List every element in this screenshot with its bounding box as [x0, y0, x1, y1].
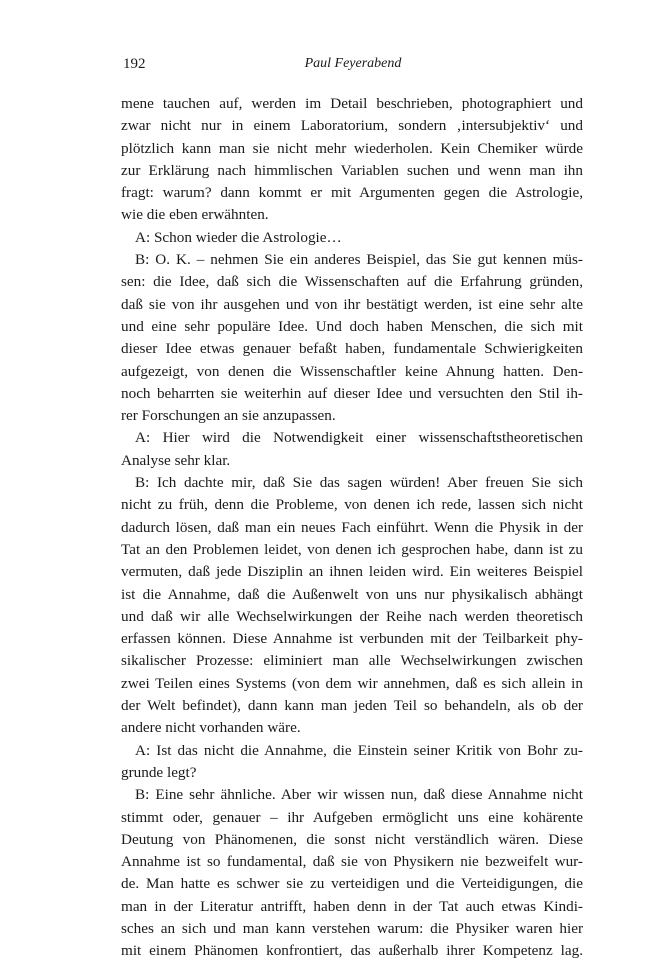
text-line: ist die Annahme, daß die Außenwelt von uns nur physikalisch abhängt [121, 585, 583, 603]
text-line: und daß wir alle Wechselwirkungen der Reihe nach werden theoretisch [121, 607, 583, 625]
page-number: 192 [123, 56, 146, 72]
text-line: mit einem Phänomen konfrontiert, das außerhalb ihrer Kompetenz lag. [121, 942, 583, 960]
text-line: sen: die Idee, daß sich die Wissenschaften auf die Erfahrung gründen, [121, 273, 583, 291]
text-line: zwei Teilen eines Systems (von dem wir annehmen, daß es sich allein in [121, 674, 583, 692]
text-line: nicht zu früh, denn die Probleme, von denen ich rede, lassen sich nicht [121, 496, 583, 514]
text-line: sikalischer Prozesse: eliminiert man alle Wechselwirkungen zwischen [121, 652, 583, 670]
text-line: grunde legt? [121, 763, 197, 781]
text-line: de. Man hatte es schwer sie zu verteidigen und die Verteidigungen, die [121, 875, 583, 893]
text-line: dieser Idee etwas genauer befaßt haben, fundamentale Schwierigkeiten [121, 340, 583, 358]
text-line: A: Ist das nicht die Annahme, die Einstein seiner Kritik von Bohr zu- [135, 741, 583, 759]
running-title: Paul Feyerabend [304, 56, 402, 71]
text-line: daß sie von ihr ausgehen und von ihr bestätigt werden, ist eine sehr alte [121, 295, 583, 313]
text-line: andere nicht vorhanden wäre. [121, 719, 301, 737]
text-line: Analyse sehr klar. [121, 451, 231, 469]
text-line: man in der Literatur antrifft, haben denn in der Tat auch etwas Kindi- [121, 897, 583, 915]
text-line: A: Schon wieder die Astrologie… [135, 228, 342, 246]
text-line: B: Eine sehr ähnliche. Aber wir wissen nun, daß diese Annahme nicht [135, 786, 583, 804]
text-line: zur Erklärung nach himmlischen Variablen suchen und wenn man ihn [121, 161, 583, 179]
text-line: rer Forschungen an sie anzupassen. [121, 407, 336, 425]
text-line: fragt: warum? dann kommt er mit Argumenten gegen die Astrologie, [121, 184, 583, 202]
running-head [123, 56, 583, 78]
text-line: Annahme ist so fundamental, daß sie von Physikern nie bezweifelt wur- [121, 853, 583, 871]
text-line: mene tauchen auf, werden im Detail beschrieben, photographiert und [121, 95, 583, 112]
text-line: sches an sich und man kann verstehen warum: die Physiker waren hier [121, 919, 583, 937]
body-text [121, 93, 583, 963]
text-line: dadurch lösen, daß man ein neues Fach einführt. Wenn die Physik in der [121, 518, 583, 536]
text-line: B: Ich dachte mir, daß Sie das sagen würden! Aber freuen Sie sich [135, 474, 583, 492]
text-line: plötzlich kann man sie nicht mehr wiederholen. Kein Chemiker würde [121, 139, 583, 157]
text-line: erfassen können. Diese Annahme ist verbunden mit der Teilbarkeit phy- [121, 630, 583, 648]
text-line: zwar nicht nur in einem Laboratorium, sondern ‚intersubjektiv‘ und [121, 117, 583, 135]
text-line: Tat an den Problemen leidet, von denen ich gesprochen habe, dann ist zu [121, 540, 583, 558]
text-line: und eine sehr populäre Idee. Und doch haben Menschen, die sich mit [121, 317, 583, 335]
text-line: stimmt oder, genauer – ihr Aufgeben ermöglicht uns eine kohärente [121, 808, 583, 826]
text-line: aufgezeigt, von denen die Wissenschaftler keine Ahnung hatten. Den- [121, 362, 583, 380]
text-line: B: O. K. – nehmen Sie ein anderes Beispiel, das Sie gut kennen müs- [135, 251, 583, 269]
text-line: Deutung von Phänomenen, die sonst nicht verständlich wären. Diese [121, 830, 583, 848]
text-line: wie die eben erwähnten. [121, 206, 269, 224]
text-line: A: Hier wird die Notwendigkeit einer wissenschaftstheoretischen [135, 429, 583, 447]
text-line: der Welt befindet), dann kann man jeden Teil so behandeln, als ob der [121, 697, 583, 715]
text-line: noch beharrten sie weiterhin auf dieser Idee und versuchten den Stil ih- [121, 384, 583, 402]
text-line: vermuten, daß jede Disziplin an ihnen leiden wird. Ein weiteres Beispiel [121, 563, 583, 581]
